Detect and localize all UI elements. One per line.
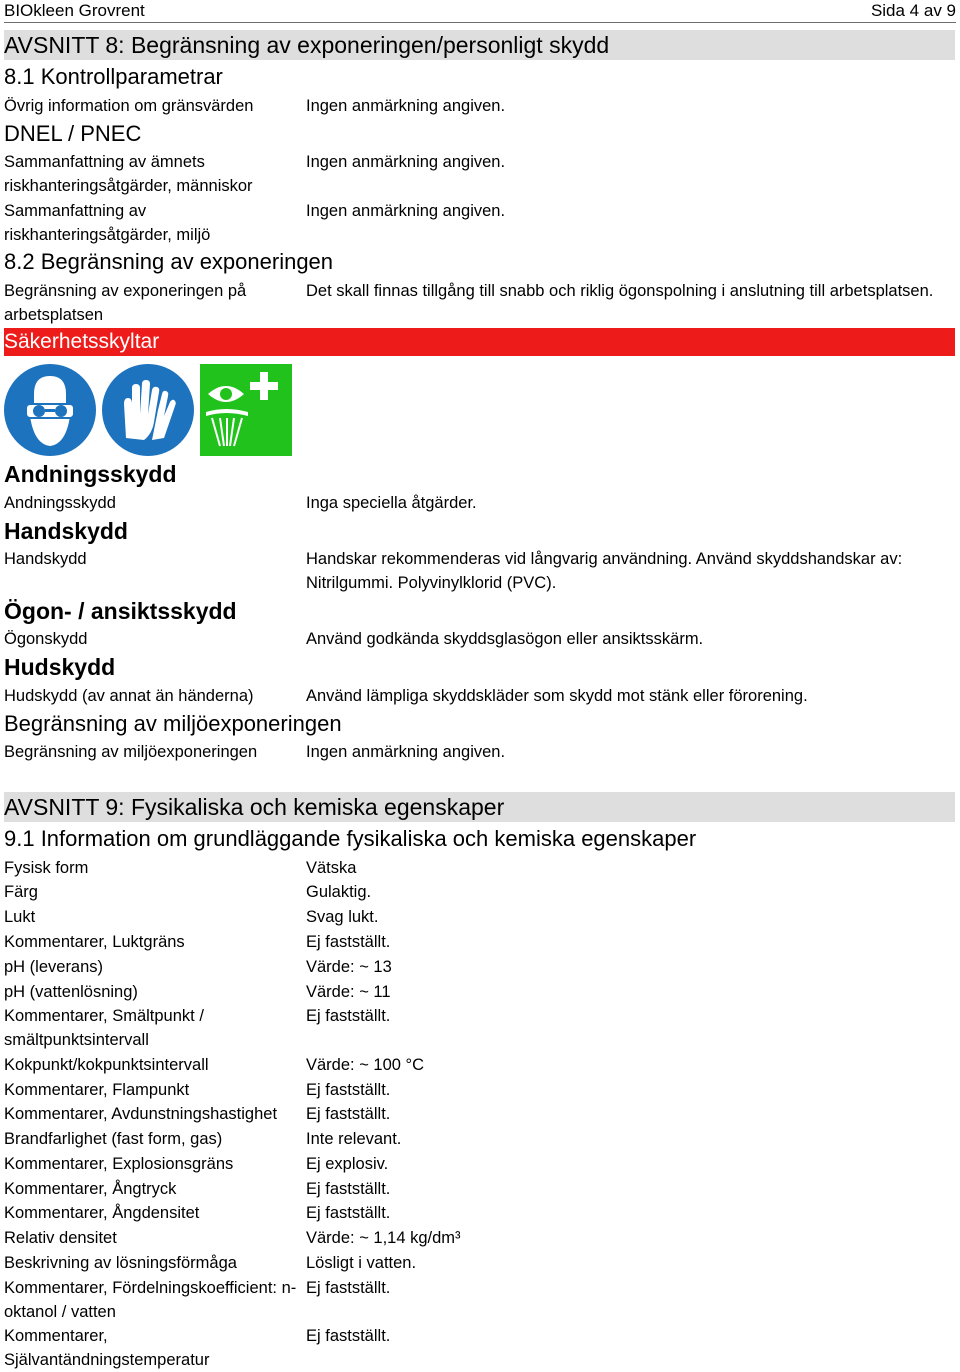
property-value: Ej fastställt. [306,933,391,951]
value-ogonskydd: Använd godkända skyddsglasögon eller ansiktsskärm. [306,630,704,648]
property-value: Värde: ~ 1,14 kg/dm³ [306,1229,461,1247]
safety-signs-bar: Säkerhetsskyltar [4,328,955,356]
label-begransning-arbetsplats: Begränsning av exponeringen på arbetsplatsen [4,282,247,324]
property-label: Kommentarer, Flampunkt [4,1081,190,1099]
property-value: Gulaktig. [306,883,372,901]
property-label: Relativ densitet [4,1229,117,1247]
page-number: Sida 4 av 9 [870,1,956,20]
property-value: Ej fastställt. [306,1081,391,1099]
eyewash-station-icon [200,364,292,456]
value-andningsskydd: Inga speciella åtgärder. [306,494,477,512]
heading-dnel-pnec: DNEL / PNEC [4,121,142,146]
property-value: Ej explosiv. [306,1155,389,1173]
value-risk-manniskor: Ingen anmärkning angiven. [306,153,506,171]
value-ovrig-info: Ingen anmärkning angiven. [306,97,506,115]
label-miljoexponering: Begränsning av miljöexponeringen [4,743,258,761]
label-handskydd: Handskydd [4,550,87,568]
heading-andningsskydd: Andningsskydd [4,461,177,487]
section-8-title: AVSNITT 8: Begränsning av exponeringen/personligt skydd [4,30,955,60]
property-value: Ej fastställt. [306,1327,391,1345]
page-header [4,0,956,23]
gloves-icon [102,364,194,456]
value-risk-miljo: Ingen anmärkning angiven. [306,202,506,220]
property-label: Kokpunkt/kokpunktsintervall [4,1056,209,1074]
property-label: Kommentarer, Ångdensitet [4,1204,200,1222]
eye-protection-icon [4,364,96,456]
property-label: pH (leverans) [4,958,104,976]
heading-hudskydd: Hudskydd [4,654,116,680]
property-value: Ej fastställt. [306,1204,391,1222]
value-begransning-arbetsplats: Det skall finnas tillgång till snabb och riklig ögonspolning i anslutning till arbetsplatsen. [306,282,934,300]
heading-ogonskydd: Ögon- / ansiktsskydd [4,598,237,624]
property-value: Svag lukt. [306,908,379,926]
value-miljoexponering: Ingen anmärkning angiven. [306,743,506,761]
value-hudskydd: Använd lämpliga skyddskläder som skydd mot stänk eller förorening. [306,687,808,705]
property-label: Kommentarer, Smältpunkt / smältpunktsintervall [4,1007,204,1049]
property-value: Värde: ~ 100 °C [306,1056,425,1074]
property-label: Kommentarer, Explosionsgräns [4,1155,234,1173]
heading-8-2: 8.2 Begränsning av exponeringen [4,249,334,274]
label-ogonskydd: Ögonskydd [4,630,88,648]
heading-8-1: 8.1 Kontrollparametrar [4,64,223,89]
property-value: Värde: ~ 11 [306,983,391,1001]
property-value: Ej fastställt. [306,1279,391,1297]
property-label: Kommentarer, Ångtryck [4,1180,177,1198]
property-label: Lukt [4,908,36,926]
property-value: Ej fastställt. [306,1007,391,1025]
property-value: Lösligt i vatten. [306,1254,417,1272]
label-risk-manniskor: Sammanfattning av ämnets riskhanteringsåtgärder, människor [4,153,253,195]
property-value: Vätska [306,859,357,877]
label-ovrig-info: Övrig information om gränsvärden [4,97,254,115]
label-andningsskydd: Andningsskydd [4,494,116,512]
property-label: Färg [4,883,38,901]
heading-handskydd: Handskydd [4,518,128,544]
property-label: pH (vattenlösning) [4,983,138,1001]
property-value: Ej fastställt. [306,1105,391,1123]
property-label: Kommentarer, Luktgräns [4,933,185,951]
section-9-title: AVSNITT 9: Fysikaliska och kemiska egenskaper [4,792,955,822]
product-name: BIOkleen Grovrent [4,1,145,20]
property-value: Värde: ~ 13 [306,958,392,976]
property-label: Kommentarer, Självantändningstemperatur [4,1327,210,1369]
label-risk-miljo: Sammanfattning av riskhanteringsåtgärder, miljö [4,202,211,244]
property-label: Brandfarlighet (fast form, gas) [4,1130,223,1148]
property-label: Kommentarer, Fördelningskoefficient: n-oktanol / vatten [4,1279,297,1321]
property-value: Inte relevant. [306,1130,402,1148]
value-handskydd: Handskar rekommenderas vid långvarig användning. Använd skyddshandskar av: Nitrilgummi. Polyvinylklorid (PVC). [306,550,903,592]
label-hudskydd: Hudskydd (av annat än händerna) [4,687,254,705]
property-label: Fysisk form [4,859,89,877]
property-value: Ej fastställt. [306,1180,391,1198]
property-label: Beskrivning av lösningsförmåga [4,1254,237,1272]
property-label: Kommentarer, Avdunstningshastighet [4,1105,278,1123]
heading-miljoexponering: Begränsning av miljöexponeringen [4,711,342,736]
heading-9-1: 9.1 Information om grundläggande fysikaliska och kemiska egenskaper [4,826,697,851]
